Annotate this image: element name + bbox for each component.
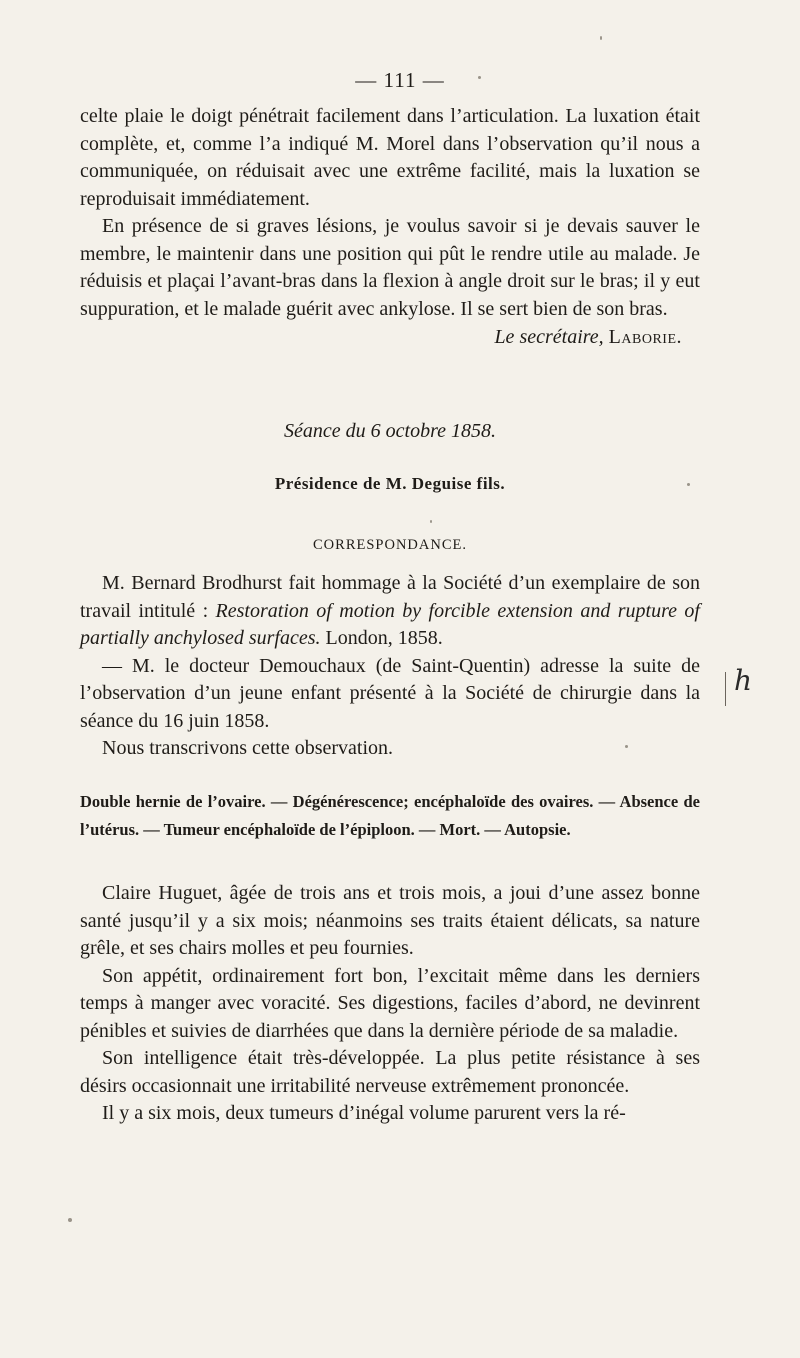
- margin-annotation: h: [734, 664, 753, 697]
- paragraph: Claire Huguet, âgée de trois ans et trois mois, a joui d’une assez bonne santé jusqu’il y a six mois; néanmoins ses traits étaient délicats, sa nature grêle, et ses chairs molles et peu fournies.: [80, 882, 700, 959]
- paragraph: Son appétit, ordinairement fort bon, l’excitait même dans les derniers temps à manger avec voracité. Ses digestions, faciles d’abord, ne devinrent pénibles et suivies de diarrhées que dans la dernière période de sa maladie.: [80, 964, 700, 1042]
- correspondance-block: [80, 537, 700, 554]
- seance-heading: Séance du 6 octobre 1858.: [284, 420, 496, 442]
- paragraph-continuation: celte plaie le doigt pénétrait facilement dans l’articulation. La luxation était complète, et, comme l’a indiqué M. Morel dans l’observation qu’il nous a communiquée, on réduisait avec une extrême facilité, mais la luxation se reproduisait immédiatement.: [80, 105, 700, 210]
- paragraph-last: Il y a six mois, deux tumeurs d’inégal volume parurent vers la ré-: [102, 1102, 626, 1124]
- signature-name: Laborie.: [608, 326, 682, 348]
- observation-title: Double hernie de l’ovaire. — Dégénérescence; encéphaloïde des ovaires. — Absence de l’utérus. — Tumeur encéphaloïde de l’épiploon. — Mort. — Autopsie.: [80, 792, 700, 839]
- seance-heading-block: [80, 420, 700, 443]
- paper-speck: [68, 1218, 72, 1222]
- paper-speck: [478, 76, 481, 79]
- paper-speck: [687, 483, 690, 486]
- signature-role: Le secrétaire,: [494, 326, 604, 348]
- paragraph: Son intelligence était très-développée. La plus petite résistance à ses désirs occasionnait une irritabilité nerveuse extrêmement prononcée.: [80, 1047, 700, 1097]
- observation-title-block: [80, 788, 700, 843]
- paragraph-demouchaux: — M. le docteur Demouchaux (de Saint-Quentin) adresse la suite de l’observation d’un jeune enfant présenté à la Société de chirurgie dans la séance du 16 juin 1858.: [80, 654, 700, 732]
- text-run: London, 1858.: [320, 627, 443, 649]
- paper-speck: [600, 36, 602, 40]
- page-number: — 111 —: [355, 68, 445, 92]
- paragraph: En présence de si graves lésions, je voulus savoir si je devais sauver le membre, le maintenir dans une position qui pût le rendre utile au malade. Je réduisis et plaçai l’avant-bras dans la flexion à angle droit sur le bras; il y eut suppuration, et le malade guérit avec ankylose. Il se sert bien de son bras.: [80, 215, 700, 320]
- correspondance-text: [80, 570, 700, 763]
- paper-speck: [430, 520, 432, 523]
- paragraph-brodhurst: [80, 570, 700, 653]
- observation-body: [80, 880, 700, 1128]
- paragraph-transcription: Nous transcrivons cette observation.: [102, 737, 394, 759]
- book-title: Restoration of motion by forcible extension and rupture of partially anchylosed surfaces.: [80, 599, 700, 649]
- paper-speck: [625, 745, 628, 748]
- section-heading: CORRESPONDANCE.: [313, 537, 467, 553]
- margin-rule: [725, 672, 726, 706]
- text-run: M. Bernard Brodhurst fait hommage à la Société d’un exemplaire de son travail intitulé :: [80, 572, 700, 622]
- top-text-block: [80, 103, 700, 352]
- signature-line: [80, 324, 700, 352]
- presidence-heading: Présidence de M. Deguise fils.: [274, 474, 506, 493]
- presidence-block: [80, 474, 700, 494]
